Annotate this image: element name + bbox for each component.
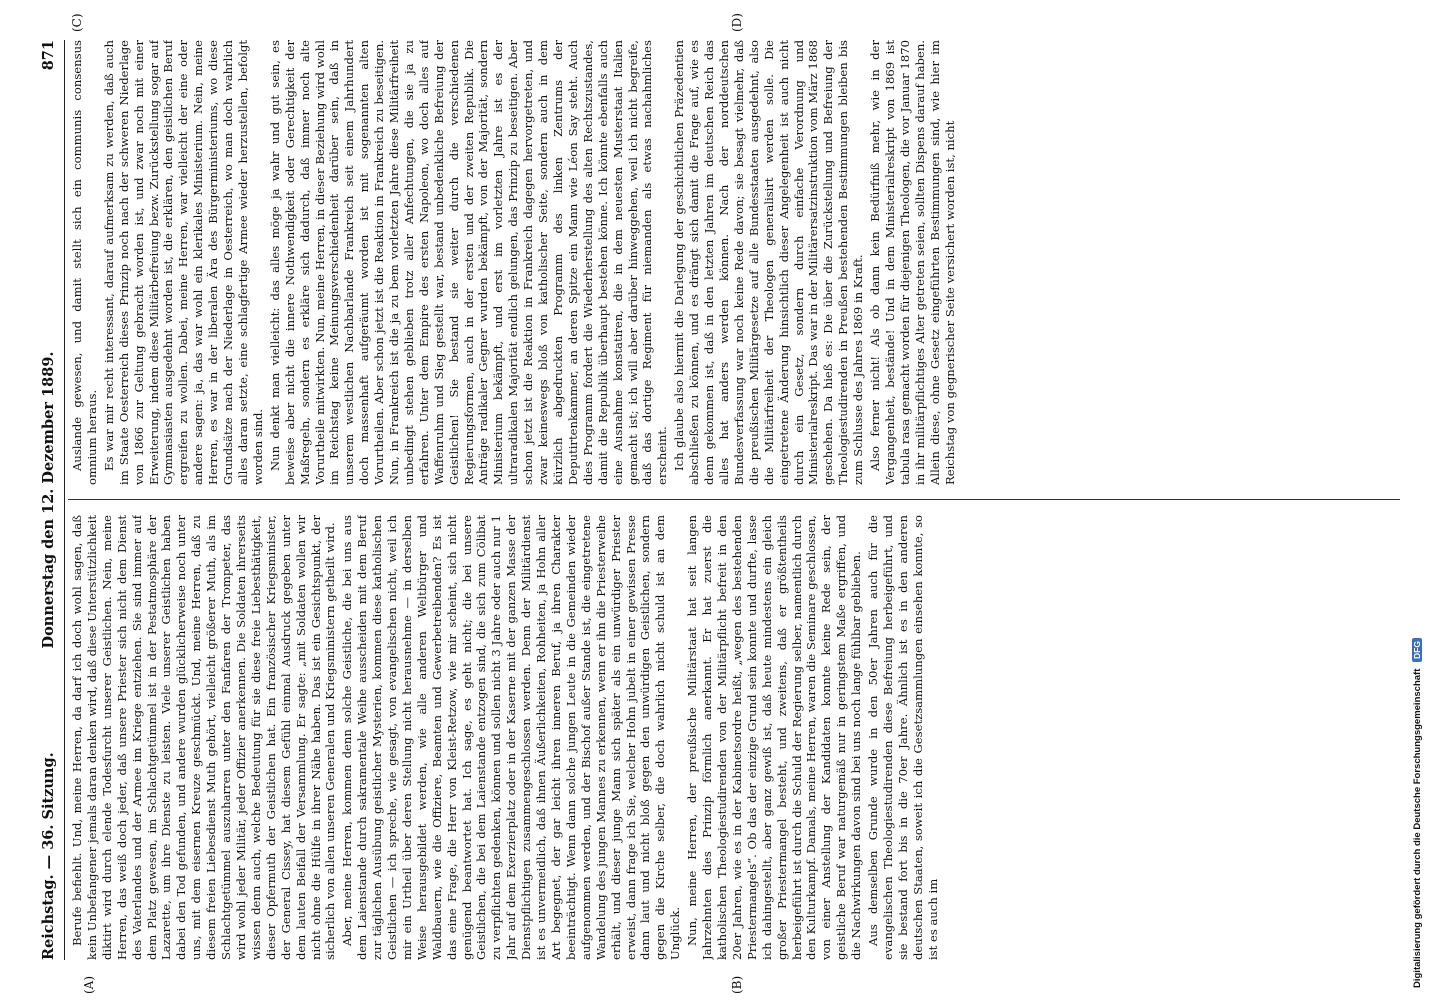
margin-letter-d: (D) (730, 13, 744, 32)
text-column-right (70, 40, 1400, 485)
text-column-left (70, 515, 1400, 960)
margin-letter-a: (A) (82, 975, 96, 994)
paragraph: Auslande gewesen, und damit stellt sich ein communis consensus omnium heraus. (70, 40, 99, 485)
paragraph: Aus demselben Grunde wurde in den 50er Jahren auch für die evangelischen Theologiestudirenden diese Befreiung herbeigeführt, und sie bestand fort bis in die 70er Jahre. Ähnlich ist es in den anderen deutschen Staaten, soweit ich die Gesetzsammlungen einsehen konnte, so ist es auch im (866, 515, 940, 960)
paragraph: Nun, meine Herren, der preußische Militärstaat hat seit langen Jahrzehnten dies Prinzip förmlich anerkannt. Er hat zuerst die katholischen Theologiestudirenden von der Militärpflicht befreit in den 20er Jahren, wie es in der Kabinetsordre heißt, „wegen des bestehenden Priestermangels“. Ob das der einzige Grund sein konnte und durfte, lasse ich dahingestellt, aber ganz gewiß ist, daß heute mindestens ein gleich großer Priestermangel besteht, und zweitens, daß er größtentheils herbeigeführt ist durch die Schuld der Regierung selber, namentlich durch den Kulturkampf. Damals, meine Herren, waren die Seminare geschlossen, von einer Anstellung der Kandidaten konnte keine Rede sein, der geistliche Beruf war naturgemäß nur in geringstem Maße ergriffen, und die Nachwirkungen davon sind bei uns noch lange fühlbar geblieben. (685, 515, 864, 960)
page-header (38, 40, 65, 960)
credit-text: Digitalisierung gefördert durch die Deutsche Forschungsgemeinschaft (1412, 668, 1423, 988)
paragraph: Nun denkt man vielleicht: das alles möge ja wahr und gut sein, es beweise aber nicht die innere Nothwendigkeit oder Gerechtigkeit der Maßregeln, sondern es erkläre sich dadurch, daß immer noch alte Vorurtheile mitwirkten. Nun, meine Herren, in dieser Beziehung wird wohl im Reichstag keine Meinungsverschiedenheit darüber sein, daß in unserem westlichen Nachbarlande Frankreich seit einem Jahrhundert doch massenhaft aufgeräumt worden ist mit sogenannten alten Vorurtheilen. Aber schon jetzt ist die Reaktion in Frankreich zu beseitigen. Nun, in Frankreich ist die ja zu bem vorletzten Jahre diese Militärfreiheit unbedingt stehen geblieben trotz aller Anfechtungen, die sie ja zu erfahren. Unter dem Empire des ersten Napoleon, wo doch alles auf Waffenruhm und Sieg gestellt war, bestand unbedenkliche Befreiung der Geistlichen! Sie bestand sie weiter durch die verschiedenen Regierungsformen, auch in der ersten und der zweiten Republik. Die Anträge radikaler Gegner wurden bekämpft, von der Majorität, sondern Ministerium bekämpft, und erst im vorletzten Jahre ist es der ultraradikalen Majorität endlich gelungen, das Prinzip zu beseitigen. Aber schon jetzt ist die Reaktion in Frankreich dagegen hervorgetreten, und zwar keineswegs bloß von katholischer Seite, sondern auch in dem kürzlich abgedruckten Programm des linken Zentrums der Deputirtenkammer, an deren Spitze ein Mann wie Léon Say steht. Auch dies Programm fordert die Wiederherstellung des alten Rechtszustandes, damit die Republik überhaupt bestehen könne. Ich könnte ebenfalls auch eine Ausnahme konstatiren, die in dem neuesten Musterstaat Italien gemacht ist; ich will aber darüber hinweggehen, weil ich nicht begreife, daß das dortige Regiment für niemanden als etwas nachahmliches erscheint. (267, 40, 670, 485)
dfg-logo: DFG (1412, 638, 1422, 662)
paragraph: Ich glaube also hiermit die Darlegung der geschichtlichen Präzedentien abschließen zu können, und es drängt sich damit die Frage auf, wie es denn gekommen ist, daß in den letzten Jahren im deutschen Reich das alles hat anders werden können. Nach der norddeutschen Bundesverfassung war noch keine Rede davon; sie besagt vielmehr, daß die preußischen Militärgesetze auf alle Bundesstaaten ausgedehnt, also die Militärfreiheit der Theologen generalisirt werden solle. Die eingetretene Änderung hinsichtlich dieser Angelegenheit ist auch nicht durch ein Gesetz, sondern durch einfache Verordnung und Ministerialreskript. Das war in der Militärersatzinstruktion vom März 1868 geschehen. Da hieß es: Die über die Zurückstellung und Befreiung der Theologiestudirenden in Preußen bestehenden Bestimmungen bleiben bis zum Schlusse des Jahres 1869 in Kraft. (672, 40, 866, 485)
rotated-page (30, 0, 1410, 1000)
header-journal-title: Reichstag. — 36. Sitzung. (40, 752, 57, 960)
margin-letter-c: (C) (70, 13, 84, 32)
paragraph: Aber, meine Herren, kommen denn solche Geistliche, die bei uns aus dem Laienstande durch sakramentale Weihe ausscheiden mit dem Beruf zur täglichen Ausübung geistlicher Mysterien, kommen diese katholischen Geistlichen — ich spreche, wie gesagt, von evangelischen nicht, weil ich mir ein Urtheil über deren Stellung nicht herausnehme — in derselben Weise herausgebildet werden, wie alle anderen Weltbürger und Waldbauern, wie die Offiziere, Beamten und Gewerbetreibenden? Es ist das eine Frage, die Herr von Kleist-Retzow, wie mir scheint, sich nicht genügend beantwortet hat. Ich sage, es geht nicht; die bei unsere Geistlichen, die bei dem Laienstande entzogen sind, die sich zum Cölibat zu verpflichten gedenken, können und sollen nicht 3 Jahre oder auch nur 1 Jahr auf dem Exerzierplatz oder in der Kaserne mit der ganzen Masse der Dienstpflichtigen zusammengeschlossen werden. Denn der Militärdienst ist es unvermeidlich, daß ihnen Äußerlichkeiten, Rohheiten, ja Hohn aller Art begegnet, der gar leicht ihren inneren Beruf, ja ihren Charakter beeinträchtigt. Wenn dann solche jungen Leute in die Gemeinden wieder aufgenommen werden, und der Bischof außer Stande ist, die eingetretene Wandelung des jungen Mannes zu erkennen, wenn er ihn die Priesterweihe erhält, und dieser junge Mann sich später als ein unwürdiger Priester erweist, dann frage ich Sie, welcher Hohn jubelt in einer gewissen Presse dann laut und nicht bloß gegen den unwürdigen Geistlichen, sondern gegen die Kirche selber, die doch wahrlich nicht schuld ist an dem Unglück. (340, 515, 683, 960)
header-date: Donnerstag den 12. Dezember 1889. (40, 351, 57, 649)
margin-letter-b: (B) (730, 975, 744, 994)
page-number: 871 (40, 40, 57, 71)
paragraph: Also ferner nicht! Als ob dann kein Bedürfniß mehr, wie in der Vergangenheit, bestände! Und in dem Ministerialreskript von 1869 ist tabula rasa gemacht worden für diejenigen Theologen, die vor Januar 1870 in ihr militärpflichtiges Alter getreten seien, sollten Dispens darauf haben. Allein diese, ohne Gesetz eingeführten Bestimmungen sind, wie hier im Reichstag von gegnerischer Seite versichert worden ist, nicht (868, 40, 957, 485)
paragraph: Berufe befiehlt. Und, meine Herren, da darf ich doch wohl sagen, daß kein Unbefangener jemals daran denken wird, daß diese Unterstützlichkeit diktirt wird durch elende Todesfurcht unserer Geistlichen. Nein, meine Herren, das weiß doch jeder, daß unsere Priester sich nicht dem Dienst des Vaterlandes und der Armee im Kriege entziehen. Sie sind immer auf dem Platz gewesen, im Schlachtgetümmel ist in der Pestatmosphäre der Lazarette, um ihre Dienste zu leisten. Viele unserer Geistlichen haben dabei den Tod gefunden, und andere wurden glücklicherweise noch unter uns, mit dem eisernen Kreuze geschmückt. Und, meine Herren, daß zu diesem freien Liebesdienst Muth gehört, vielleicht größerer Muth, als im Schlachtgetümmel auszuharren unter den Fanfaren der Trompeter, das wird wohl jeder Militär, jeder Offizier anerkennen. Die Soldaten ihrerseits wissen denn auch, welche Bedeutung für sie diese freie Liebesthätigkeit, dieser Opfermuth der Geistlichen hat. Ein französischer Kriegsminister, der General Cissey, hat diesem Gefühl einmal Ausdruck gegeben unter dem lauten Beifall der Versammlung. Er sagte: „mit Soldaten wollen wir nicht ohne die Hülfe in ihrer Nähe haben. Das ist ein Gesichtspunkt, der sicherlich von allen unseren Generalen und Kriegsministern getheilt wird. (70, 515, 338, 960)
column-divider (68, 499, 1400, 500)
digitization-credit (1412, 28, 1428, 988)
paragraph: Es war mir recht interessant, darauf aufmerksam zu werden, daß auch im Staate Oesterreich dieses Prinzip noch nach der schweren Niederlage von 1866 zur Geltung gebracht worden ist, und zwar noch mit einer Erweiterung, indem diese Militärbefreiung bezw. Zurückstellung sogar auf Gymnasiasten ausgedehnt worden ist, die erklären, den geistlichen Beruf ergreifen zu wollen. Dabei, meine Herren, war vielleicht der eine oder andere sagen: ja, das war wohl ein klerikales Ministerium. Nein, meine Herren, es war in der liberalen Ära des Bürgerministeriums, wo diese Grundsätze nach der Niederlage in Oesterreich, wo man doch wahrlich alles daran setzte, eine schlagfertige Armee wieder herzustellen, befolgt worden sind. (101, 40, 265, 485)
